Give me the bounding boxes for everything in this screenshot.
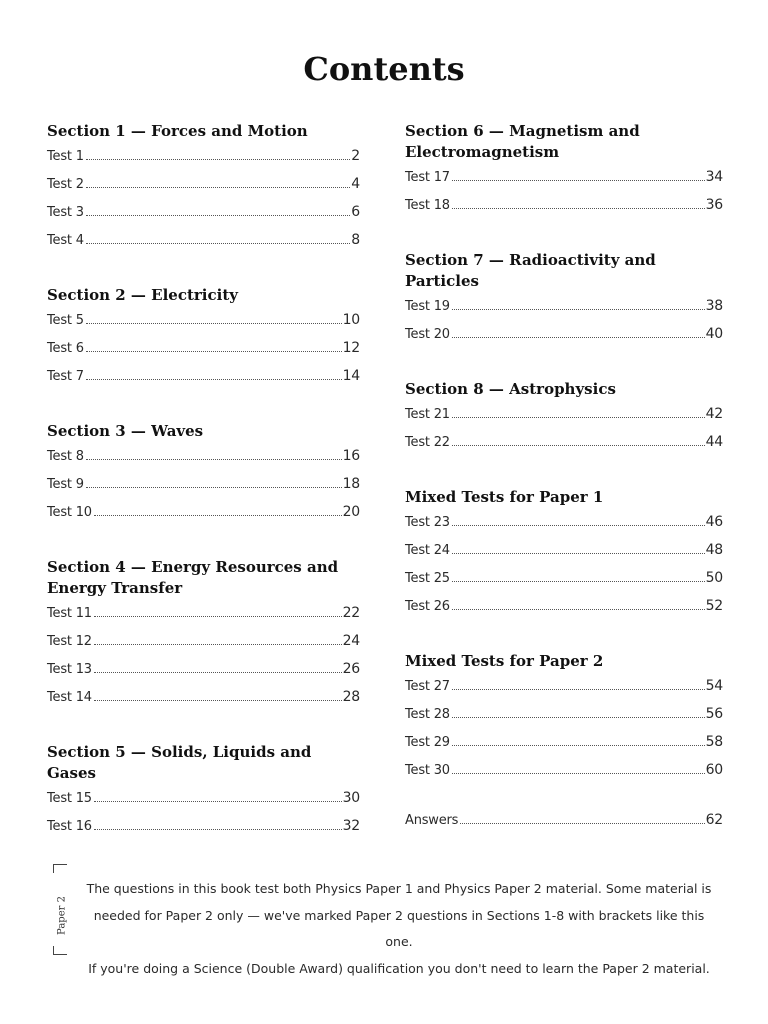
entry-label: Test 27 <box>405 679 450 694</box>
page-number: 54 <box>705 678 723 694</box>
paper-2-note <box>40 862 720 976</box>
entry-label: Test 8 <box>47 449 84 464</box>
entry-label: Test 3 <box>47 205 84 220</box>
answers-section <box>405 812 723 840</box>
section-title: Section 6 — Magnetism and Electromagnetism <box>405 122 640 161</box>
page-number: 6 <box>351 204 360 220</box>
entry-label: Test 5 <box>47 313 84 328</box>
dot-leader <box>452 525 705 526</box>
page-number: 36 <box>705 197 723 213</box>
dot-leader <box>94 672 342 673</box>
toc-entry[interactable] <box>405 678 723 706</box>
toc-entry[interactable] <box>47 148 360 176</box>
bracket-top-mark <box>53 864 67 873</box>
section-5 <box>47 742 360 846</box>
section-7 <box>405 250 723 354</box>
toc-entry[interactable] <box>47 232 360 260</box>
toc-entry[interactable] <box>47 368 360 396</box>
dot-leader <box>452 417 705 418</box>
toc-entry[interactable] <box>47 790 360 818</box>
dot-leader <box>86 351 342 352</box>
dot-leader <box>452 745 705 746</box>
page-number: 62 <box>705 812 723 828</box>
page-number: 38 <box>705 298 723 314</box>
entry-label: Test 13 <box>47 662 92 677</box>
entry-label: Test 16 <box>47 819 92 834</box>
page-number: 10 <box>342 312 360 328</box>
toc-entry[interactable] <box>47 476 360 504</box>
section-title: Mixed Tests for Paper 1 <box>405 488 604 506</box>
entry-label: Test 30 <box>405 763 450 778</box>
section-title: Section 8 — Astrophysics <box>405 380 616 398</box>
paper-2-side-label: Paper 2 <box>56 896 68 935</box>
toc-entry[interactable] <box>47 661 360 689</box>
note-line: needed for Paper 2 only — we've marked Paper 2 questions in Sections 1-8 with brackets like this one. <box>93 907 705 949</box>
page-number: 22 <box>342 605 360 621</box>
dot-leader <box>94 515 342 516</box>
toc-entry[interactable] <box>405 706 723 734</box>
page-number: 4 <box>351 176 360 192</box>
toc-entry[interactable] <box>405 762 723 790</box>
dot-leader <box>86 187 350 188</box>
section-4 <box>47 557 360 717</box>
toc-entry-answers[interactable] <box>405 812 723 840</box>
section-title: Section 7 — Radioactivity and Particles <box>405 251 656 290</box>
section-6 <box>405 121 723 225</box>
page-number: 60 <box>705 762 723 778</box>
entry-label: Test 15 <box>47 791 92 806</box>
dot-leader <box>86 379 342 380</box>
dot-leader <box>86 243 350 244</box>
dot-leader <box>86 215 350 216</box>
entry-label: Test 2 <box>47 177 84 192</box>
section-mixed-paper-1 <box>405 487 723 626</box>
page-number: 8 <box>351 232 360 248</box>
page-number: 14 <box>342 368 360 384</box>
section-mixed-paper-2 <box>405 651 723 790</box>
section-3 <box>47 421 360 532</box>
entry-label: Test 9 <box>47 477 84 492</box>
dot-leader <box>94 700 342 701</box>
entry-label: Test 24 <box>405 543 450 558</box>
page-number: 56 <box>705 706 723 722</box>
toc-entry[interactable] <box>47 448 360 476</box>
dot-leader <box>452 717 705 718</box>
dot-leader <box>94 644 342 645</box>
entry-label: Test 23 <box>405 515 450 530</box>
toc-entry[interactable] <box>405 514 723 542</box>
toc-entry[interactable] <box>405 598 723 626</box>
toc-entry[interactable] <box>47 689 360 717</box>
dot-leader <box>452 309 705 310</box>
toc-entry[interactable] <box>47 504 360 532</box>
entry-label: Test 20 <box>405 327 450 342</box>
toc-entry[interactable] <box>47 340 360 368</box>
entry-label: Test 25 <box>405 571 450 586</box>
page-number: 24 <box>342 633 360 649</box>
toc-entry[interactable] <box>47 605 360 633</box>
entry-label: Test 22 <box>405 435 450 450</box>
dot-leader <box>452 337 705 338</box>
dot-leader <box>86 159 350 160</box>
page-number: 2 <box>351 148 360 164</box>
entry-label: Test 17 <box>405 170 450 185</box>
section-title: Section 3 — Waves <box>47 422 204 440</box>
entry-label: Test 6 <box>47 341 84 356</box>
entry-label: Test 1 <box>47 149 84 164</box>
entry-label: Answers <box>405 813 459 828</box>
page-number: 26 <box>342 661 360 677</box>
entry-label: Test 14 <box>47 690 92 705</box>
entry-label: Test 10 <box>47 505 92 520</box>
entry-label: Test 28 <box>405 707 450 722</box>
toc-entry[interactable] <box>405 406 723 434</box>
toc-entry[interactable] <box>405 169 723 197</box>
dot-leader <box>452 689 705 690</box>
page-number: 46 <box>705 514 723 530</box>
section-title: Section 1 — Forces and Motion <box>47 122 308 140</box>
dot-leader <box>452 581 705 582</box>
entry-label: Test 29 <box>405 735 450 750</box>
section-title: Mixed Tests for Paper 2 <box>405 652 604 670</box>
dot-leader <box>452 445 705 446</box>
toc-entry[interactable] <box>405 197 723 225</box>
dot-leader <box>452 553 705 554</box>
page-number: 42 <box>705 406 723 422</box>
page-number: 16 <box>342 448 360 464</box>
contents-left-column <box>47 121 360 846</box>
section-title: Section 2 — Electricity <box>47 286 238 304</box>
section-title: Section 5 — Solids, Liquids and Gases <box>47 743 312 782</box>
entry-label: Test 11 <box>47 606 92 621</box>
note-text <box>84 876 714 982</box>
toc-entry[interactable] <box>405 734 723 762</box>
dot-leader <box>94 829 342 830</box>
entry-label: Test 21 <box>405 407 450 422</box>
dot-leader <box>452 773 705 774</box>
section-1 <box>47 121 360 260</box>
contents-right-column <box>405 121 723 840</box>
dot-leader <box>452 180 705 181</box>
dot-leader <box>452 609 705 610</box>
page-number: 34 <box>705 169 723 185</box>
dot-leader <box>86 459 342 460</box>
toc-entry[interactable] <box>47 633 360 661</box>
page-number: 52 <box>705 598 723 614</box>
page-number: 30 <box>342 790 360 806</box>
toc-entry[interactable] <box>405 434 723 462</box>
page-number: 20 <box>342 504 360 520</box>
page-number: 48 <box>705 542 723 558</box>
entry-label: Test 19 <box>405 299 450 314</box>
page-title: Contents <box>303 50 465 88</box>
dot-leader <box>94 616 342 617</box>
page-number: 40 <box>705 326 723 342</box>
toc-entry[interactable] <box>405 570 723 598</box>
dot-leader <box>86 323 342 324</box>
toc-entry[interactable] <box>47 818 360 846</box>
section-title: Section 4 — Energy Resources and Energy Transfer <box>47 558 339 597</box>
toc-entry[interactable] <box>405 542 723 570</box>
dot-leader <box>452 208 705 209</box>
section-8 <box>405 379 723 462</box>
bracket-bottom-mark <box>53 946 67 955</box>
dot-leader <box>94 801 342 802</box>
page-number: 28 <box>342 689 360 705</box>
entry-label: Test 26 <box>405 599 450 614</box>
toc-entry[interactable] <box>405 326 723 354</box>
entry-label: Test 12 <box>47 634 92 649</box>
section-2 <box>47 285 360 396</box>
page-number: 18 <box>342 476 360 492</box>
toc-entry[interactable] <box>405 298 723 326</box>
toc-entry[interactable] <box>47 204 360 232</box>
entry-label: Test 7 <box>47 369 84 384</box>
toc-entry[interactable] <box>47 312 360 340</box>
dot-leader <box>460 823 704 824</box>
page-number: 50 <box>705 570 723 586</box>
entry-label: Test 18 <box>405 198 450 213</box>
page-number: 58 <box>705 734 723 750</box>
page-number: 32 <box>342 818 360 834</box>
page-number: 44 <box>705 434 723 450</box>
entry-label: Test 4 <box>47 233 84 248</box>
toc-entry[interactable] <box>47 176 360 204</box>
note-line: If you're doing a Science (Double Award) qualification you don't need to learn the Paper 2 material. <box>88 960 710 976</box>
page-number: 12 <box>342 340 360 356</box>
dot-leader <box>86 487 342 488</box>
note-line: The questions in this book test both Physics Paper 1 and Physics Paper 2 material. Some material is <box>86 881 712 896</box>
